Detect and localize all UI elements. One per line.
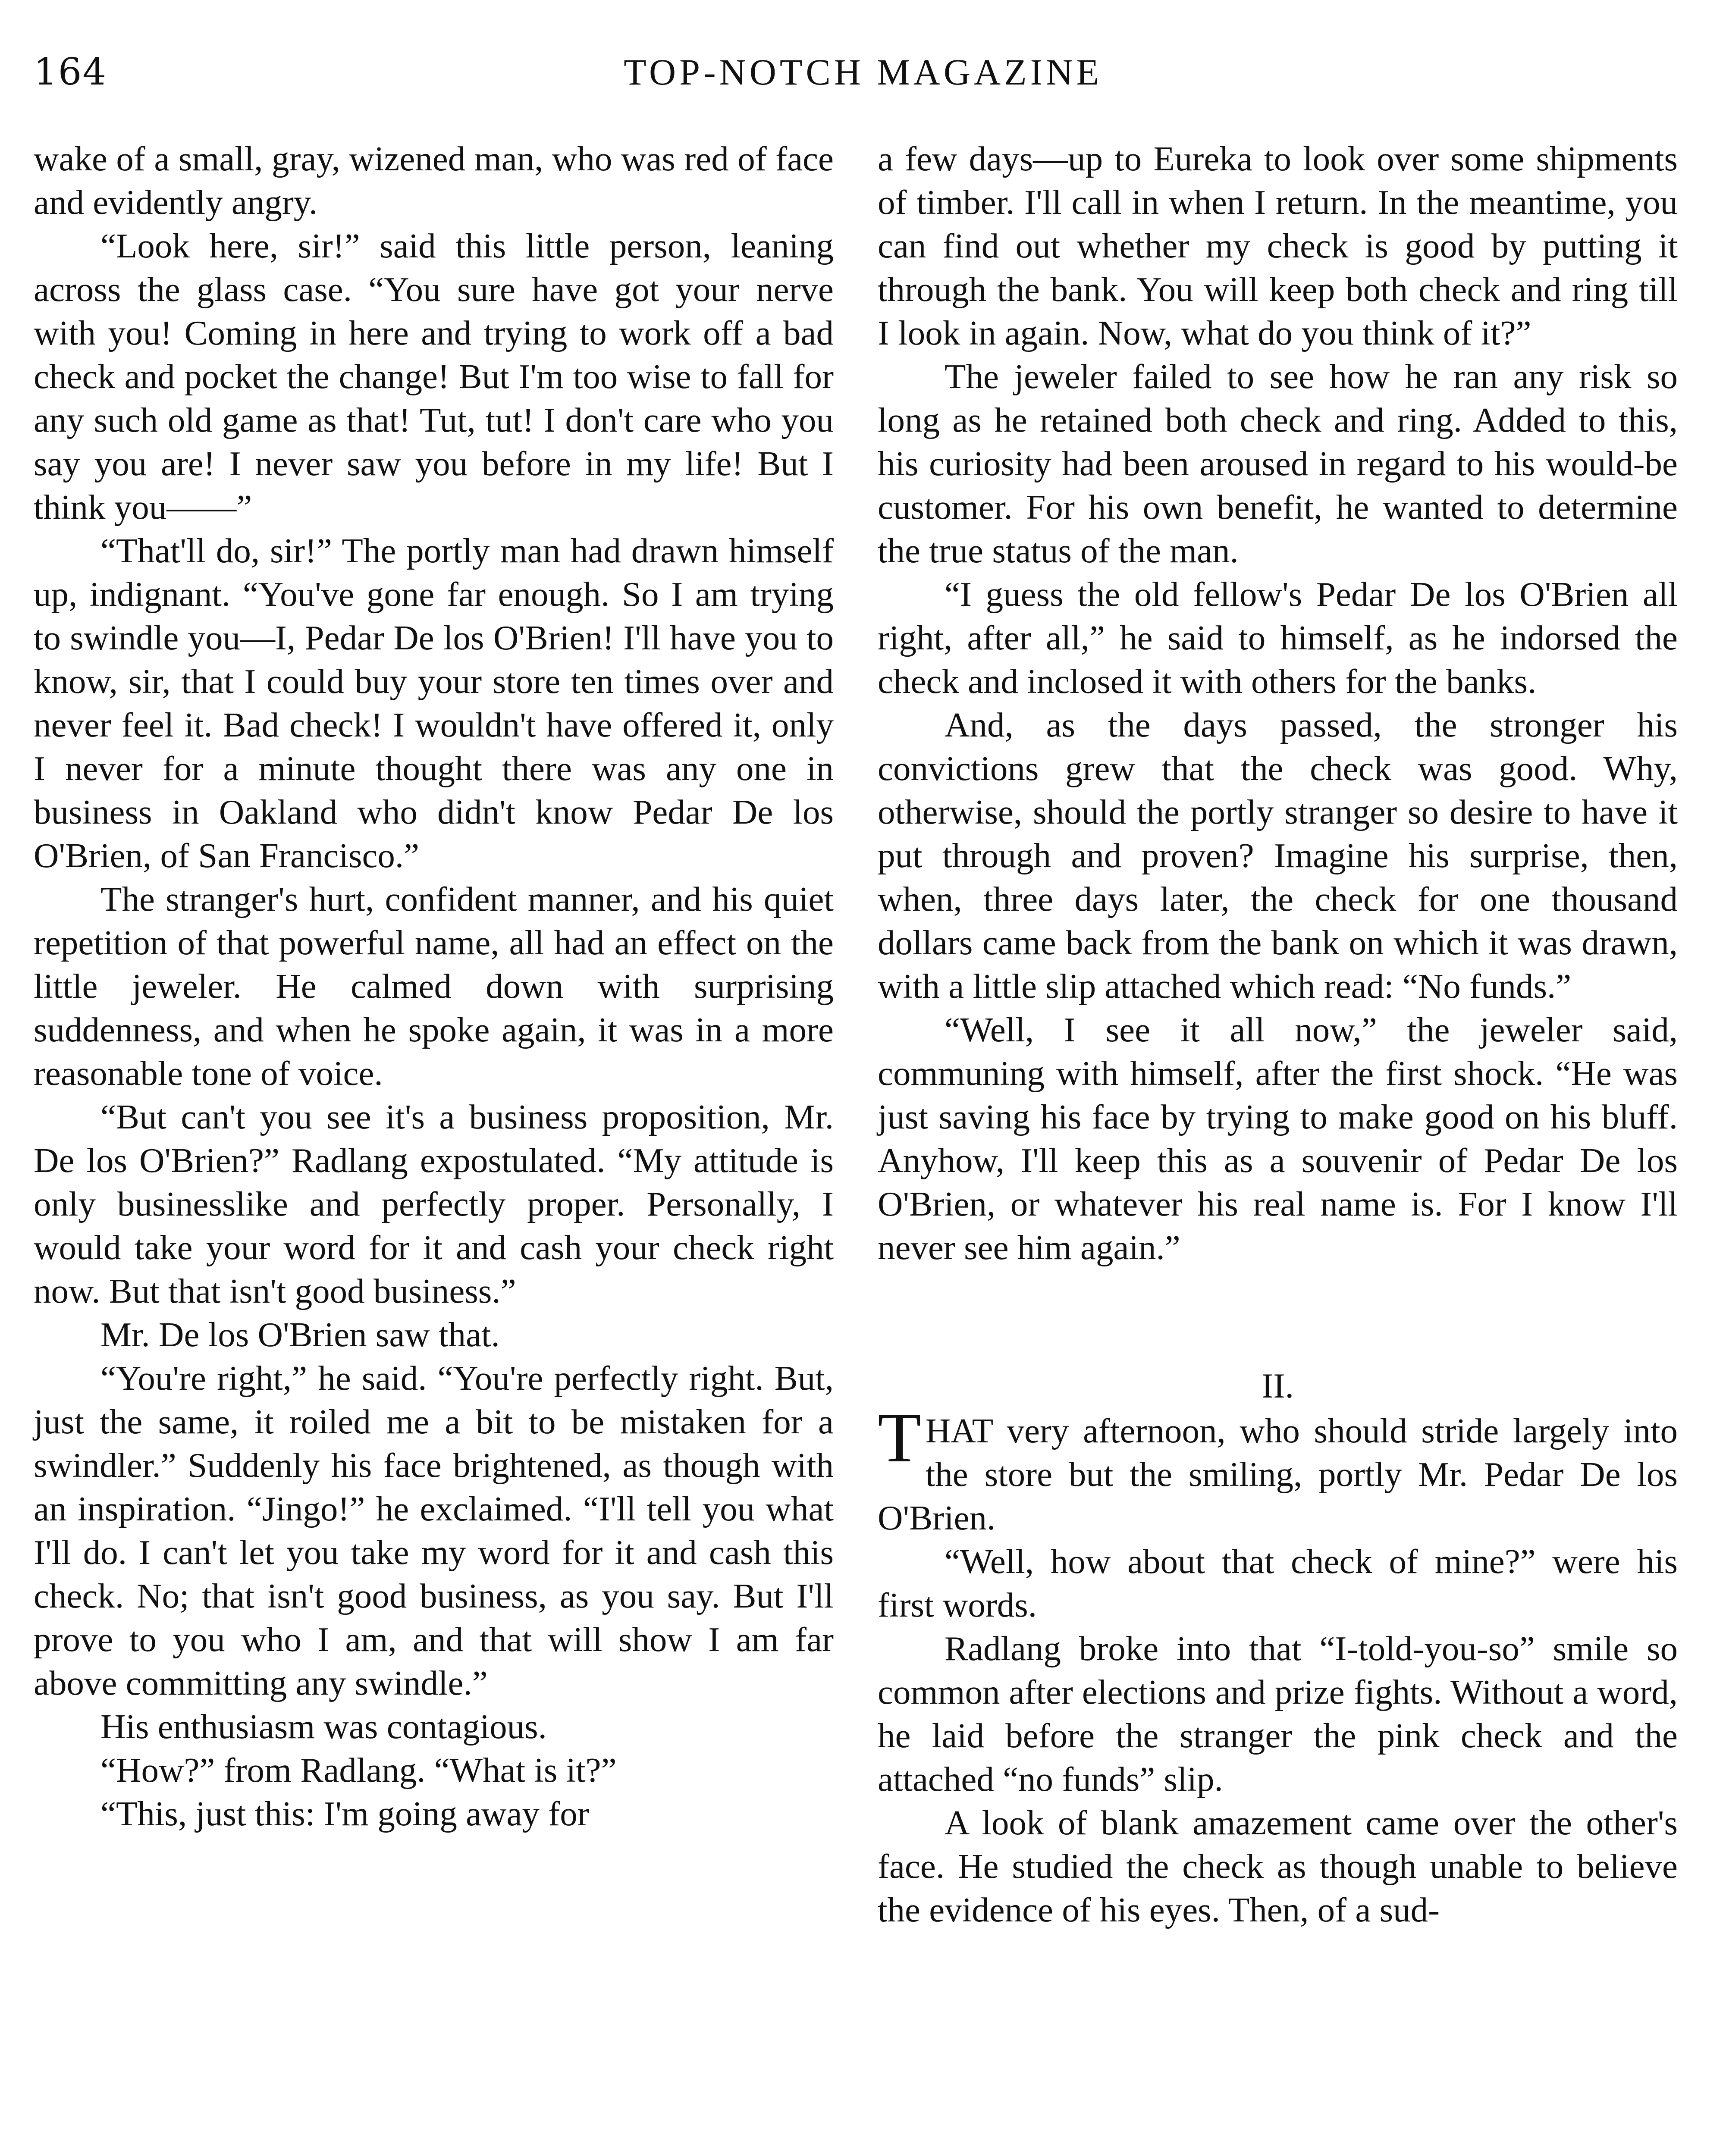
left-paragraph-3: “That'll do, sir!” The portly man had drawn himself up, indignant. “You've gone far enough. So I am trying to swindle you—I, Pedar De los O'Brien! I'll have you to know, sir, that I could buy your store ten times over and never feel it. Bad check! I wouldn't have offered it, only I never for a minute thought there was any one in business in Oakland who didn't know Pedar De los O'Brien, of San Francisco.” — [34, 531, 834, 875]
right-paragraph-2: The jeweler failed to see how he ran any risk so long as he retained both check and ring. Added to this, his curiosity had been aroused in regard to his would-be customer. For his own benefit, he wanted to determine the true status of the man. — [878, 357, 1678, 570]
section-paragraph-2: “Well, how about that check of mine?” were his first words. — [878, 1542, 1678, 1624]
section-heading: II. — [1261, 1366, 1294, 1405]
drop-cap-letter: T — [878, 1398, 921, 1477]
right-paragraph-5: “Well, I see it all now,” the jeweler said, communing with himself, after the first shock. “He was just saving his face by trying to make good on his bluff. Anyhow, I'll keep this as a souvenir of Pedar De los O'Brien, or whatever his real name is. For I know I'll never see him again.” — [878, 1010, 1678, 1267]
left-paragraph-10: “This, just this: I'm going away for — [100, 1794, 589, 1833]
left-paragraph-5: “But can't you see it's a business proposition, Mr. De los O'Brien?” Radlang expostulated. “My attitude is only businesslike and perfectly proper. Personally, I would take your word for it and cash your check right now. But that isn't good business.” — [34, 1097, 834, 1310]
section-opening-text: HAT very afternoon, who should stride largely into the store but the smiling, portly Mr. Pedar De los O'Brien. — [878, 1411, 1678, 1537]
section-paragraph-3: Radlang broke into that “I-told-you-so” smile so common after elections and prize fights. Without a word, he laid before the stranger the pink check and the attached “no funds” slip. — [878, 1629, 1678, 1799]
section-paragraph-4: A look of blank amazement came over the other's face. He studied the check as though unable to believe the evidence of his eyes. Then, of a sud- — [878, 1803, 1678, 1929]
page-header — [34, 40, 1692, 104]
magazine-title: TOP-NOTCH MAGAZINE — [624, 51, 1102, 93]
left-paragraph-7: “You're right,” he said. “You're perfectly right. But, just the same, it roiled me a bit to be mistaken for a swindler.” Suddenly his face brightened, as though with an inspiration. “Jingo!” he exclaimed. “I'll tell you what I'll do. I can't let you take my word for it and cash this check. No; that isn't good business, as you say. But I'll prove to you who I am, and that will show I am far above committing any swindle.” — [34, 1359, 834, 1702]
section-opening-paragraph — [878, 1398, 1678, 1540]
left-paragraph-1: wake of a small, gray, wizened man, who was red of face and evidently angry. — [34, 139, 834, 222]
right-paragraph-3: “I guess the old fellow's Pedar De los O'Brien all right, after all,” he said to himself, as he indorsed the check and inclosed it with others for the banks. — [878, 575, 1678, 701]
right-column — [878, 137, 1678, 1932]
left-paragraph-6: Mr. De los O'Brien saw that. — [100, 1315, 500, 1354]
left-paragraph-2: “Look here, sir!” said this little person, leaning across the glass case. “You sure have got your nerve with you! Coming in here and trying to work off a bad check and pocket the change! But I'm too wise to fall for any such old game as that! Tut, tut! I don't care who you say you are! I never saw you before in my life! But I think you——” — [34, 226, 834, 526]
left-paragraph-4: The stranger's hurt, confident manner, and his quiet repetition of that powerful name, all had an effect on the little jeweler. He calmed down with surprising suddenness, and when he spoke again, it was in a more reasonable tone of voice. — [34, 880, 834, 1093]
right-paragraph-1: a few days—up to Eureka to look over some shipments of timber. I'll call in when I return. In the meantime, you can find out whether my check is good by putting it through the bank. You will keep both check and ring till I look in again. Now, what do you think of it?” — [878, 139, 1678, 352]
left-paragraph-8: His enthusiasm was contagious. — [100, 1707, 547, 1746]
left-column — [34, 137, 834, 1836]
right-paragraph-4: And, as the days passed, the stronger his convictions grew that the check was good. Why, otherwise, should the portly stranger so desire to have it put through and proven? Imagine his surprise, then, when, three days later, the check for one thousand dollars came back from the bank on which it was drawn, with a little slip attached which read: “No funds.” — [878, 705, 1678, 1006]
page-number: 164 — [34, 50, 107, 94]
left-paragraph-9: “How?” from Radlang. “What is it?” — [100, 1751, 617, 1789]
